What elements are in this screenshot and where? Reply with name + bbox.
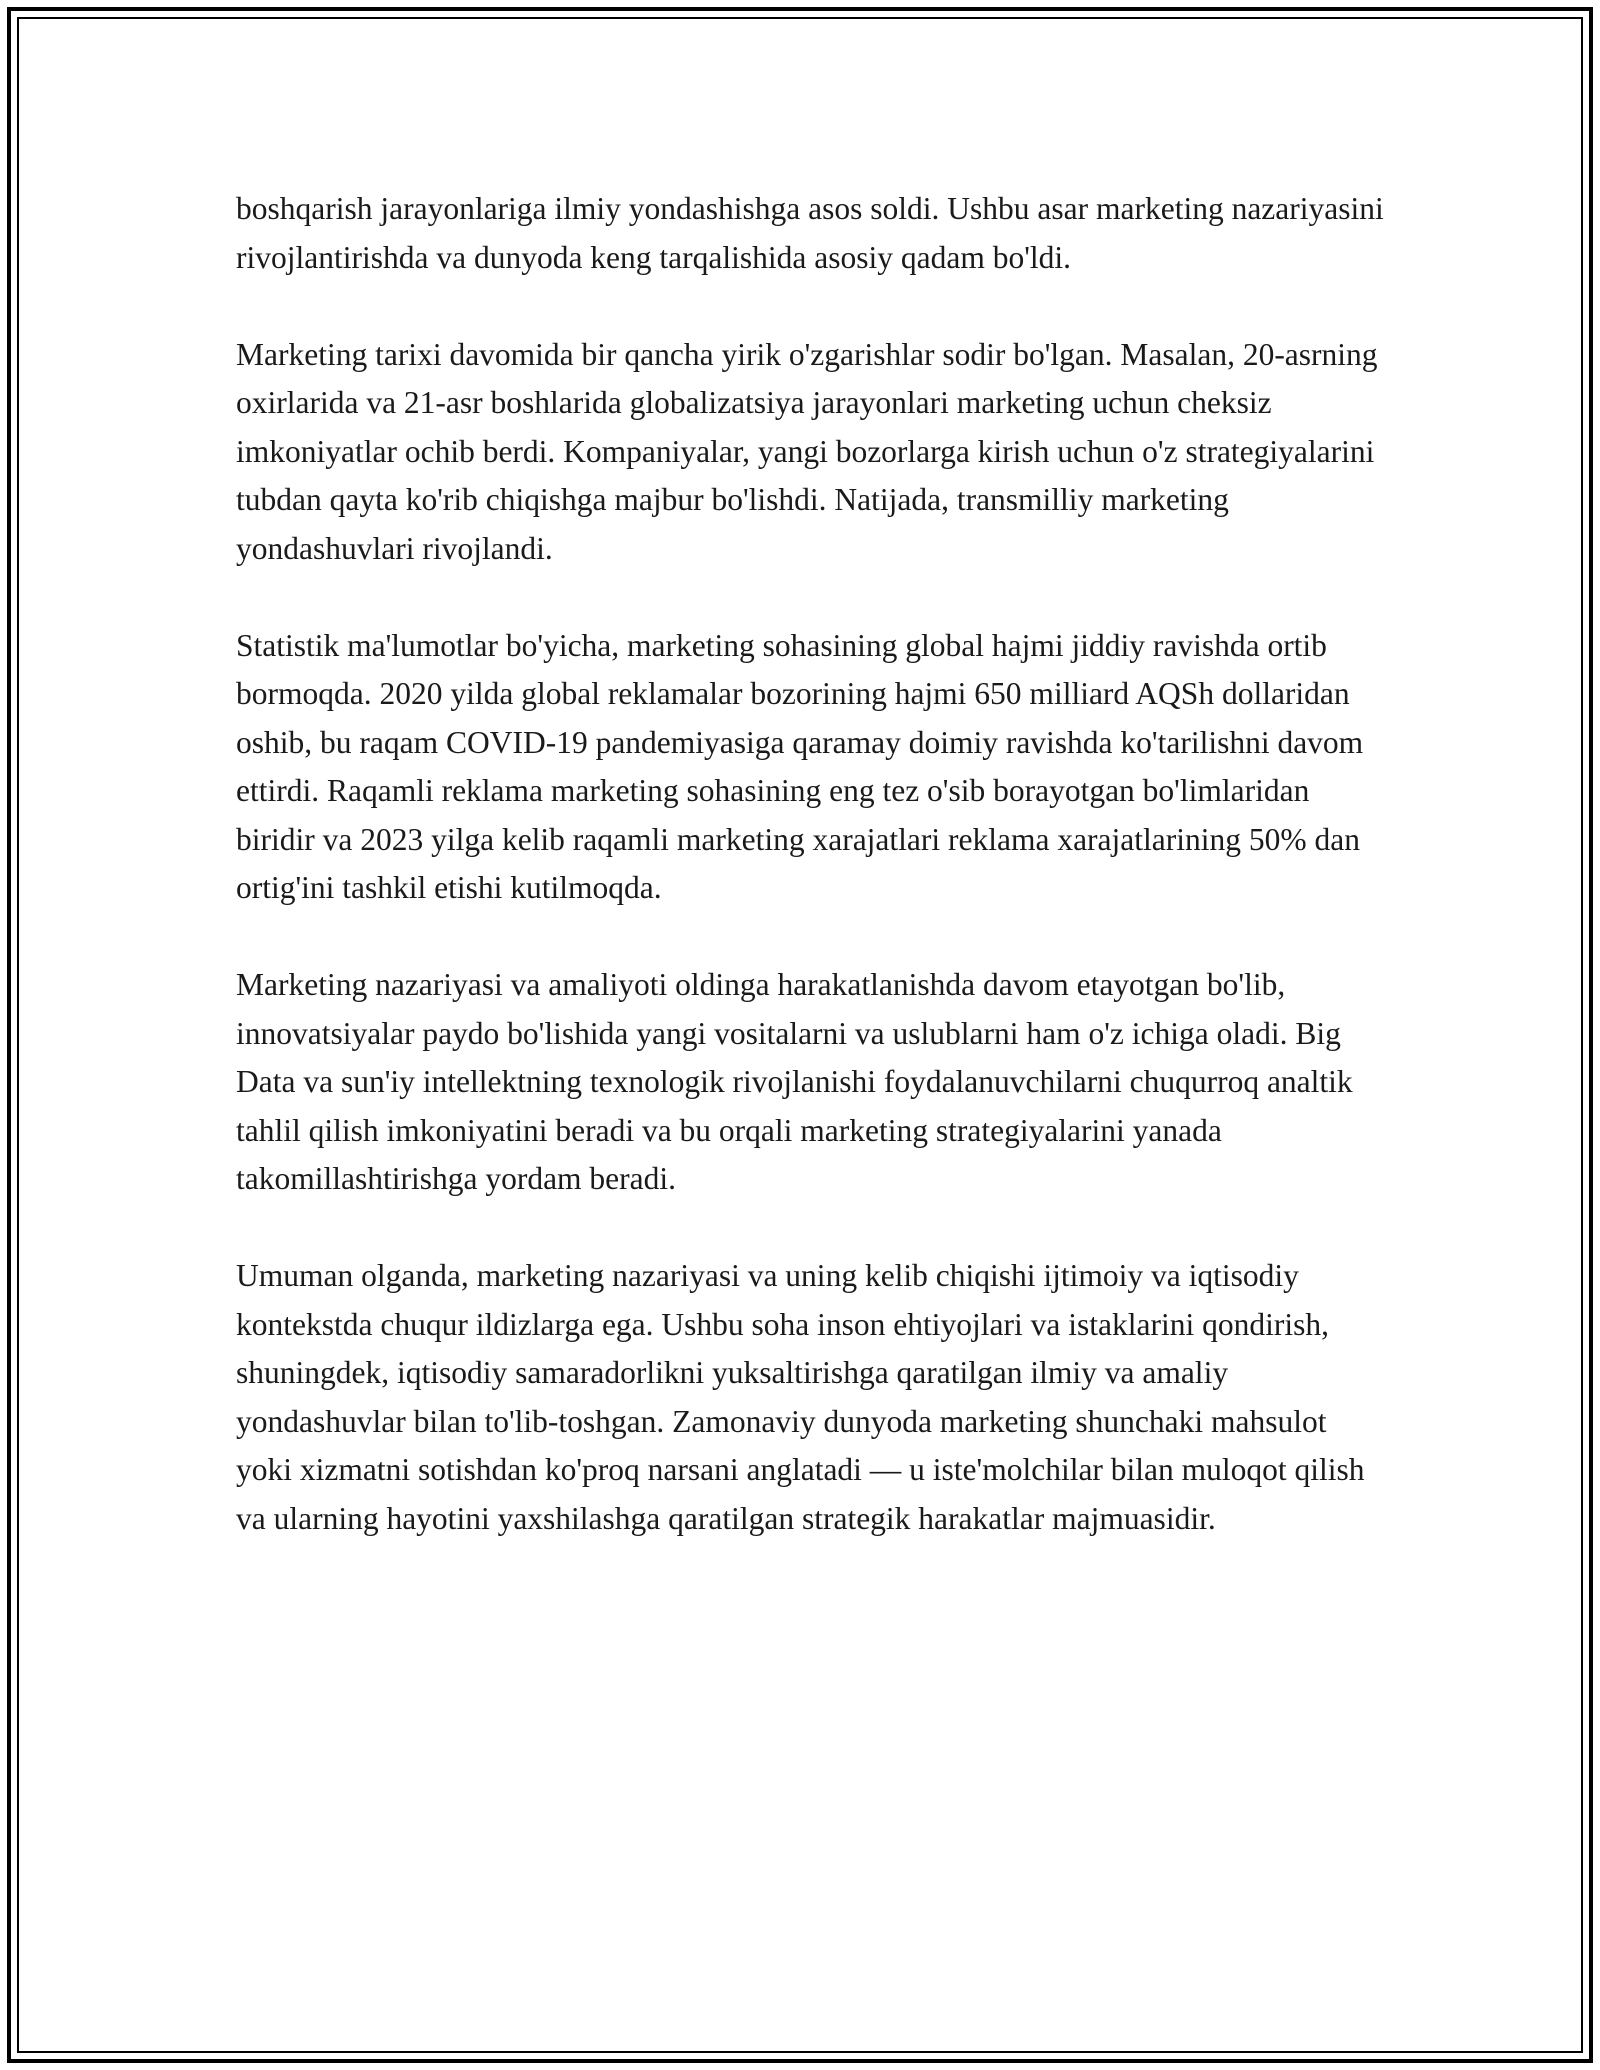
- paragraph-5: Umuman olganda, marketing nazariyasi va uning kelib chiqishi ijtimoiy va iqtisodiy kontekstda chuqur ildizlarga ega. Ushbu soha inson ehtiyojlari va istaklarini qondirish, shuningdek, iqtisodiy samaradorlikni yuksaltirishga qaratilgan ilmiy va amaliy yondashuvlar bilan to'lib-toshgan. Zamonaviy dunyoda marketing shunchaki mahsulot yoki xizmatni sotishdan ko'proq narsani anglatadi — u iste'molchilar bilan muloqot qilish va ularning hayotini yaxshilashga qaratilgan strategik harakatlar majmuasidir.: [236, 1258, 1365, 1536]
- paragraph-4: Marketing nazariyasi va amaliyoti oldinga harakatlanishda davom etayotgan bo'lib, innovatsiyalar paydo bo'lishida yangi vositalarni va uslublarni ham o'z ichiga oladi. Big Data va sun'iy intellektning texnologik rivojlanishi foydalanuvchilarni chuqurroq analtik tahlil qilish imkoniyatini beradi va bu orqali marketing strategiyalarini yanada takomillashtirishga yordam beradi.: [236, 967, 1353, 1196]
- paragraph-3: Statistik ma'lumotlar bo'yicha, marketing sohasining global hajmi jiddiy ravishda ortib bormoqda. 2020 yilda global reklamalar bozorining hajmi 650 milliard AQSh dollaridan oshib, bu raqam COVID-19 pandemiyasiga qaramay doimiy ravishda ko'tarilishni davom ettirdi. Raqamli reklama marketing sohasining eng tez o'sib borayotgan bo'limlaridan biridir va 2023 yilga kelib raqamli marketing xarajatlari reklama xarajatlarining 50% dan ortig'ini tashkil etishi kutilmoqda.: [236, 627, 1364, 905]
- paragraph-1: boshqarish jarayonlariga ilmiy yondashishga asos soldi. Ushbu asar marketing nazariyasini rivojlantirishda va dunyoda keng tarqalishida asosiy qadam bo'ldi.: [236, 191, 1384, 275]
- document-body: [236, 185, 1386, 1592]
- paragraph-2: Marketing tarixi davomida bir qancha yirik o'zgarishlar sodir bo'lgan. Masalan, 20-asrning oxirlarida va 21-asr boshlarida globalizatsiya jarayonlari marketing uchun cheksiz imkoniyatlar ochib berdi. Kompaniyalar, yangi bozorlarga kirish uchun o'z strategiyalarini tubdan qayta ko'rib chiqishga majbur bo'lishdi. Natijada, transmilliy marketing yondashuvlari rivojlandi.: [236, 336, 1378, 566]
